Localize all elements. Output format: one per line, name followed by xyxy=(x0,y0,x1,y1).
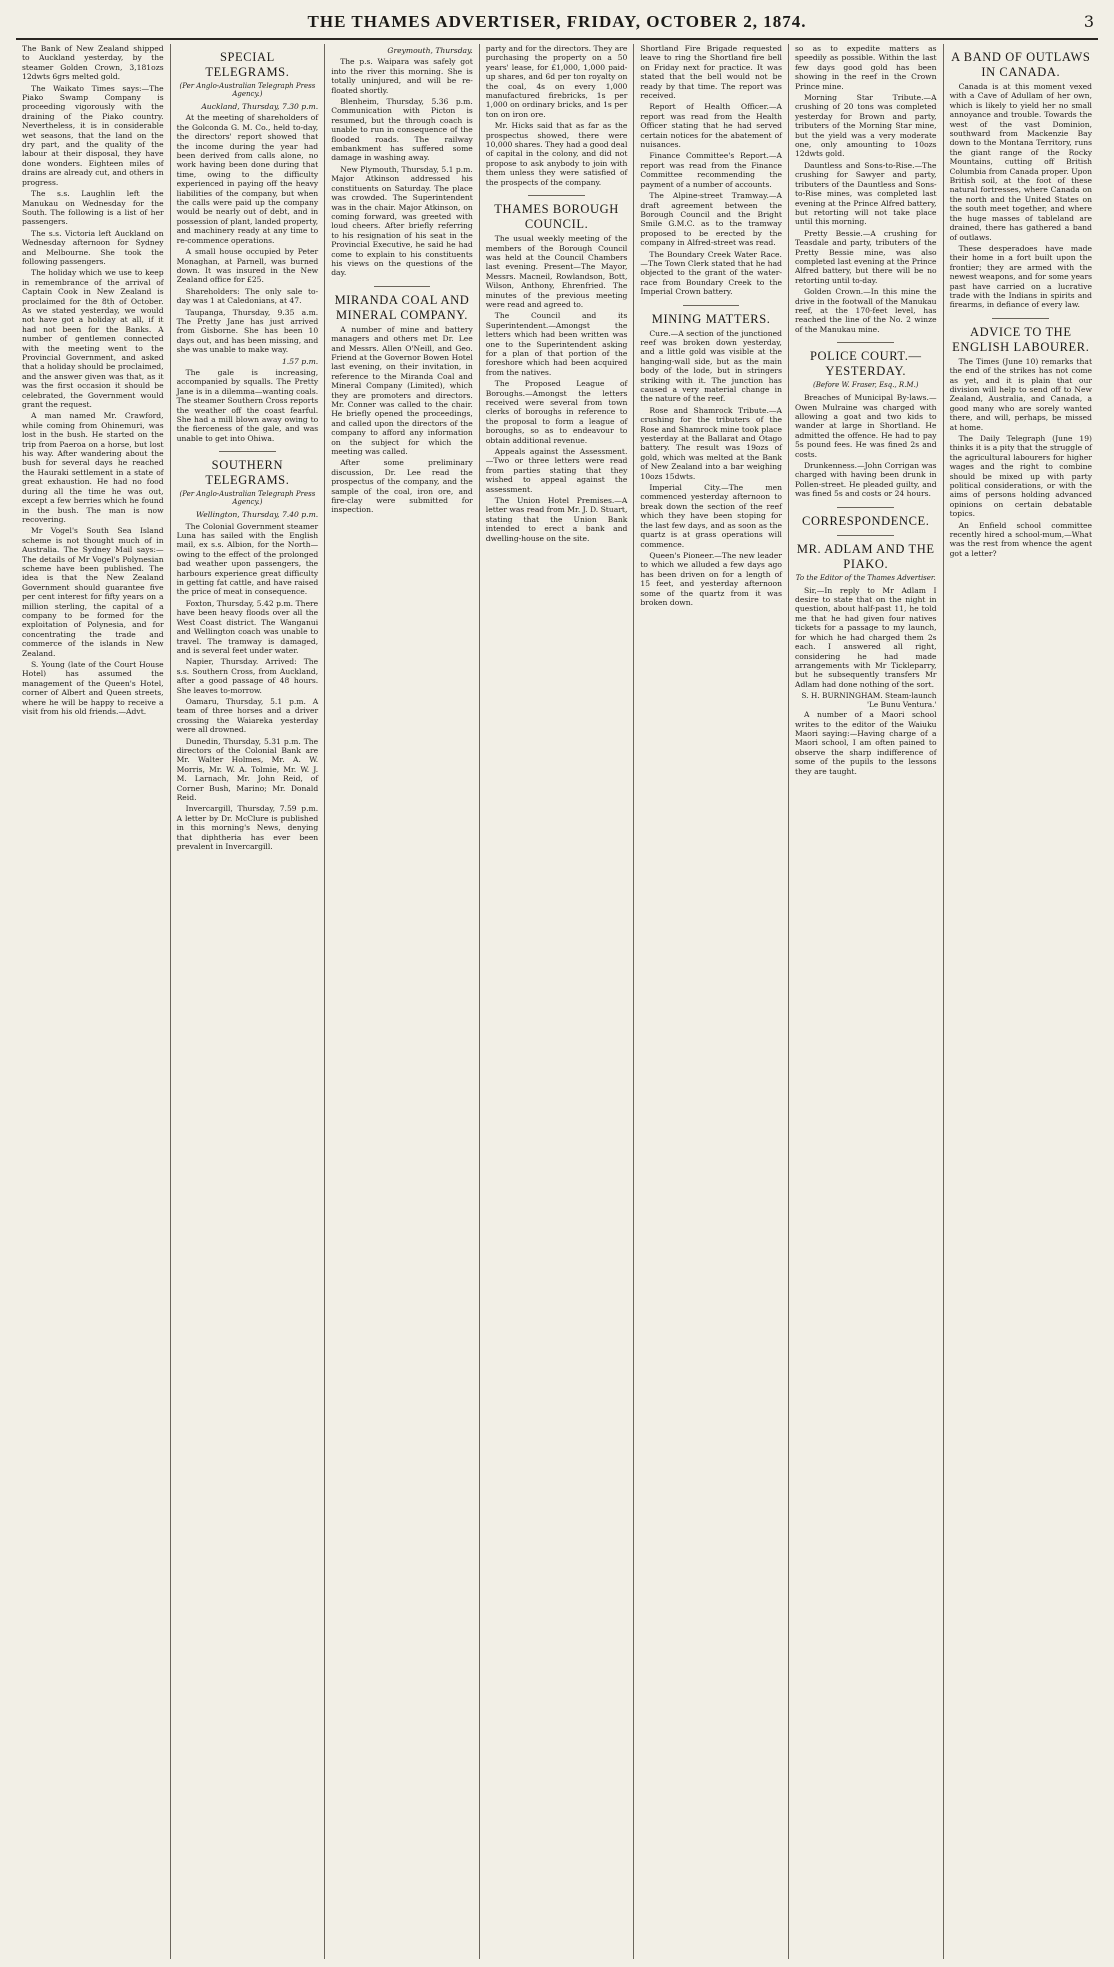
paragraph: A small house occupied by Peter Monaghan, at Parnell, was burned down. It was insured in the New Zealand office for £25. xyxy=(176,247,319,285)
paragraph: A man named Mr. Crawford, while coming from Ohinemuri, was lost in the bush. He started on the trip from Paeroa on a horse, but lost his way. After wandering about the bush for several days he reached the Hauraki settlement in a state of great exhaustion. He had no food during all the time he was out, except a few berries which he found in the bush. The man is now recovering. xyxy=(22,411,164,524)
paragraph: Oamaru, Thursday, 5.1 p.m. A team of three horses and a driver crossing the Waiareka yesterday were all drowned. xyxy=(176,696,319,735)
subheadline: To the Editor of the Thames Advertiser. xyxy=(795,573,936,582)
headline: MIRANDA COAL AND MINERAL COMPANY. xyxy=(334,292,470,322)
divider xyxy=(219,451,276,452)
paragraph: Breaches of Municipal By-laws.—Owen Mulraine was charged with allowing a goat and two kids to wander at large in Shortland. He admitted the offence. He had to pay 5s pound fees. He was fined 2s and costs. xyxy=(794,393,937,459)
headline: ADVICE TO THE ENGLISH LABOURER. xyxy=(952,324,1090,354)
correspondence xyxy=(795,514,937,776)
paragraph: Dunedin, Thursday, 5.31 p.m. The directors of the Colonial Bank are Mr. Walter Holmes, Mr. A. W. Morris, Mr. W. A. Tolmie, Mr. W. J. M. Larnach, Mr. John Reid, of Corner Bush, Marino; Mr. Donald Reid. xyxy=(176,736,319,802)
divider xyxy=(528,195,585,196)
divider xyxy=(837,535,894,536)
subheadline: (Before W. Fraser, Esq., R.M.) xyxy=(812,381,919,390)
headline: POLICE COURT.—YESTERDAY. xyxy=(809,349,922,379)
paragraph: S. Young (late of the Court House Hotel) has assumed the management of the Queen's Hotel, corner of Albert and Queen streets, where he will be happy to receive a visit from his old friends.—Advt. xyxy=(22,660,164,717)
divider xyxy=(374,286,431,287)
paragraph: The Alpine-street Tramway.—A draft agreement between the Borough Council and the Bright Smile G.M.C. as to the tramway proposed to be erected by the company in Alfred-street was read. xyxy=(640,191,782,248)
paragraph: The usual weekly meeting of the members of the Borough Council was held at the Council Chambers last evening. Present—The Mayor, Messrs. Macneil, Rowlandson, Bott, Wilson, Anthony, Ehrenfried. The minutes of the previous meeting were read and agreed to. xyxy=(485,234,628,309)
divider xyxy=(683,305,740,306)
paragraph: Mr Vogel's South Sea Island scheme is not thought much of in Australia. The Sydney Mail says:—The details of Mr Vogel's Polynesian scheme have been published. The idea is that the New Zealand Government should guarantee five per cent interest for fifty years on a million sterling, the capital of a company to be formed for the exploitation of Polynesia, and for concentrating the trade and commerce of the islands in New Zealand. xyxy=(22,526,164,658)
dateline: Auckland, Thursday, 7.30 p.m. xyxy=(201,102,319,111)
headline: SOUTHERN TELEGRAMS. xyxy=(205,458,290,488)
subheadline: (Per Anglo-Australian Telegraph Press Agency.) xyxy=(179,82,316,98)
column-4 xyxy=(480,44,635,1959)
headline: A BAND OF OUTLAWS IN CANADA. xyxy=(951,50,1091,79)
paragraph: Finance Committee's Report.—A report was read from the Finance Committee recommending the payment of a number of accounts. xyxy=(640,151,782,189)
column-2 xyxy=(171,44,326,1959)
paragraph: A number of mine and battery managers and others met Dr. Lee and Messrs. Allen O'Neill, and Geo. Friend at the Governor Bowen Hotel last evening, on their invitation, in reference to the Miranda Coal and Mineral Company (Limited), which they are promoters and directors. Mr. Conner was called to the chair. He briefly opened the proceedings, and called upon the directors of the company to afford any information on the subject for which the meeting was called. xyxy=(331,324,473,457)
paragraph: Invercargill, Thursday, 7.59 p.m. A letter by Dr. McClure is published in this morning's News, denying that diphtheria has ever been prevalent in Invercargill. xyxy=(176,804,319,852)
mining-continued xyxy=(795,44,937,334)
paragraph: Napier, Thursday. Arrived: The s.s. Southern Cross, from Auckland, after a good passage of 48 hours. She leaves to-morrow. xyxy=(176,657,319,695)
paragraph: Shortland Fire Brigade requested leave to ring the Shortland fire bell on Friday next for practice. It was stated that the bell would not be ready by that time. The report was received. xyxy=(640,44,782,101)
paragraph: The Proposed League of Boroughs.—Amongst the letters received were several from town clerks of boroughs in reference to the proposal to form a league of boroughs, so as to endeavour to obtain additional revenue. xyxy=(485,379,628,445)
paragraph: The Daily Telegraph (June 19) thinks it is a pity that the struggle of the agricultural labourers for higher wages and the right to combine should be mixed up with party political considerations, or with the aims of persons holding advanced opinions on certain debatable topics. xyxy=(949,434,1092,519)
masthead xyxy=(16,12,1098,40)
special-telegrams xyxy=(177,50,319,443)
southern-telegrams xyxy=(177,458,319,851)
paragraph: Report of Health Officer.—A report was read from the Health Officer stating that he had served certain notices for the abatement of nuisances. xyxy=(640,102,782,150)
dateline: Greymouth, Thursday. xyxy=(387,46,473,55)
column-5 xyxy=(634,44,789,1959)
paragraph: The Bank of New Zealand shipped to Auckland yesterday, by the steamer Golden Crown, 3,181ozs 12dwts 6grs melted gold. xyxy=(22,44,164,82)
columns xyxy=(16,44,1098,1959)
paragraph: Mr. Hicks said that as far as the prospectus showed, there were 10,000 shares. They had a good deal of capital in the colony, and did not propose to ask anybody to join with them unless they were satisfied of the prospects of the company. xyxy=(485,121,628,187)
headline: CORRESPONDENCE. xyxy=(802,513,930,528)
paragraph: The gale is increasing, accompanied by squalls. The Pretty Jane is in a dilemma—wanting coals. The steamer Southern Cross reports the weather off the coast fearful. She had a mill blown away owing to the fierceness of the gale, and was unable to get into Ohiwa. xyxy=(176,367,319,443)
paragraph: The Waikato Times says:—The Piako Swamp Company is proceeding vigorously with the draining of the Piako country. Nevertheless, it is in considerable wet seasons, that the land on the dry part, and the quality of the labour at their disposal, they have done wonders. Eighteen miles of drains are already cut, and others in progress. xyxy=(22,83,164,187)
divider xyxy=(992,318,1049,319)
police-court xyxy=(795,349,937,498)
paragraph: These desperadoes have made their home in a fort built upon the frontier; they are armed with the newest weapons, and for some years past have carried on a lucrative trade with the Indians in spirits and firearms, in defiance of every law. xyxy=(949,243,1092,310)
paragraph: The s.s. Victoria left Auckland on Wednesday afternoon for Sydney and Melbourne. She took the following passengers. xyxy=(22,228,164,266)
column-3 xyxy=(325,44,480,1959)
divider xyxy=(837,342,894,343)
paragraph: The Times (June 10) remarks that the end of the strikes has not come as yet, and it is plain that our division will help to send off to New Zealand, Australia, and Canada, a good many who are sorely wanted there, and will, perhaps, be missed at home. xyxy=(949,356,1092,432)
paragraph: The Boundary Creek Water Race.—The Town Clerk stated that he had objected to the grant of the water-race from Boundary Creek to the Imperial Crown battery. xyxy=(640,249,782,297)
paragraph: party and for the directors. They are purchasing the property on a 50 years' lease, for £1,000, 1,000 paid-up shares, and 6d per ton royalty on the coal, 4s on every 1,000 manufactured firebricks, 1s per 1,000 on ordinary bricks, and 1s per ton on iron ore. xyxy=(485,44,628,119)
headline: SPECIAL TELEGRAMS. xyxy=(205,50,290,79)
subheadline: (Per Anglo-Australian Telegraph Press Agency.) xyxy=(179,490,316,507)
paragraph: An Enfield school committee recently hired a school-mum,—What was the rest from whence the agent got a letter? xyxy=(949,520,1092,558)
column-1 xyxy=(16,44,171,1959)
column-6 xyxy=(789,44,944,1959)
paragraph: Cure.—A section of the junctioned reef was broken down yesterday, and a little gold was visible at the hanging-wall side, but as the main body of the lode, but in stringers striking with it. The junction has caused a very material change in the nature of the reef. xyxy=(640,328,782,404)
headline: MINING MATTERS. xyxy=(651,311,771,326)
headline: MR. ADLAM AND THE PIAKO. xyxy=(796,541,935,571)
paragraph: The Council and its Superintendent.—Amongst the letters which had been written was one to the Superintendent asking for a plan of that portion of the foreshore which had been acquired from the natives. xyxy=(485,311,628,377)
paragraph: Blenheim, Thursday, 5.36 p.m. Communication with Picton is resumed, but the through coach is unable to run in consequence of the flooded roads. The railway embankment has suffered some damage in washing away. xyxy=(331,97,473,163)
thames-borough-council xyxy=(486,202,628,543)
council-continued xyxy=(640,44,782,297)
paragraph: New Plymouth, Thursday, 5.1 p.m. Major Atkinson addressed his constituents on Saturday. The place was crowded. The Superintendent was in the chair. Major Atkinson, on coming forward, was greeted with loud cheers. After briefly referring to his resignation of his seat in the Provincial Executive, he said he had come to explain to his constituents his views on the questions of the day. xyxy=(331,164,473,278)
paragraph: Drunkenness.—John Corrigan was charged with having been drunk in Pollen-street. He pleaded guilty, and was fined 5s and costs or 24 hours. xyxy=(794,461,937,499)
miranda-coal-company xyxy=(331,293,473,515)
local-news xyxy=(22,44,164,716)
paragraph: A number of a Maori school writes to the editor of the Waiuku Maori saying:—Having charge of a Maori school, I am often pained to observe the sharp indifference of some of the pupils to the lessons they are taught. xyxy=(794,710,937,776)
paragraph: The holiday which we use to keep in remembrance of the arrival of Captain Cook in New Zealand is proclaimed for the 8th of October. As we stated yesterday, we would not have got a holiday at all, if it had not been for the Banks. A number of gentlemen connected with the meeting went to the Provincial Government, and asked that a holiday should be proclaimed, and the answer given was that, as it was the first occasion it should be celebrated, the Government would grant the request. xyxy=(22,268,164,410)
paragraph: The Colonial Government steamer Luna has sailed with the English mail, ex s.s. Albion, for the North—owing to the effect of the prolonged bad weather upon passengers, the harbours experience great difficulty in getting fat cattle, and have raised the price of meat in consequence. xyxy=(176,521,319,597)
paragraph: The s.s. Laughlin left the Manukau on Wednesday for the South. The following is a list of her passengers. xyxy=(22,189,164,227)
paragraph: Dauntless and Sons-to-Rise.—The crushing for Sawyer and party, tributers of the Dauntless and Sons-to-Rise mines, was completed last evening at the Prince Alfred battery, but retorting will not take place until this morning. xyxy=(794,160,937,227)
band-of-outlaws xyxy=(950,50,1092,310)
paragraph: Canada is at this moment vexed with a Cave of Adullam of her own, which is likely to yield her no small annoyance and trouble. Towards the west of the vast Dominion, southward from Mackenzie Bay down to the Montana Territory, runs the giant range of the Rocky Mountains, cutting off British Columbia from Canada proper. Upon British soil, at the foot of these natural fortresses, where Canada on the north and the United States on the south meet together, and where the huge masses of tableland are drained, there has gathered a band of outlaws. xyxy=(949,82,1092,242)
dateline: Wellington, Thursday, 7.40 p.m. xyxy=(196,510,319,520)
paragraph: Sir,—In reply to Mr Adlam I desire to state that on the night in question, about half-past 11, he told me that he had given four natives tickets for a passage to my launch, for which he had charged them 2s each. I answered all right, considering he had made arrangements with Mr Tickleparry, but he subsequently transfers Mr Adlam had done nothing of the sort. xyxy=(794,585,937,689)
paragraph: Appeals against the Assessment.—Two or three letters were read from parties stating that they wished to appeal against the assessment. xyxy=(485,447,628,494)
paragraph: Shareholders: The only sale to-day was 1 at Caledonians, at 47. xyxy=(176,286,319,306)
paragraph: After some preliminary discussion, Dr. Lee read the prospectus of the company, and the sample of the coal, iron ore, and fire-clay were submitted for inspection. xyxy=(331,458,473,515)
paragraph: The Union Hotel Premises.—A letter was read from Mr. J. D. Stuart, stating that the Union Bank intended to erect a bank and dwelling-house on the site. xyxy=(485,496,628,543)
advice-to-labourer xyxy=(950,325,1092,559)
miranda-continued xyxy=(486,44,628,187)
paragraph: At the meeting of shareholders of the Golconda G. M. Co., held to-day, the directors' report showed that the income during the year had been derived from calls alone, no work having been done during that time, owing to the difficulty experienced in paying off the heavy liabilities of the company, but when the calls were paid up the company would be nearly out of debt, and in possession of plant, landed property, and machinery ready at any time to re-commence operations. xyxy=(176,113,319,245)
paragraph: Morning Star Tribute.—A crushing of 20 tons was completed yesterday for Brown and party, tributers of the Morning Star mine, but the yield was a very moderate one, only amounting to 10ozs 12dwts gold. xyxy=(794,93,937,159)
headline: THAMES BOROUGH COUNCIL. xyxy=(494,202,619,232)
column-7 xyxy=(944,44,1098,1959)
signature: S. H. BURNINGHAM. Steam-launch 'Le Bunu Ventura.' xyxy=(801,691,937,710)
paragraph: Foxton, Thursday, 5.42 p.m. There have been heavy floods over all the West Coast district. The Wanganui and Wellington coach was unable to travel. The tramway is damaged, and is several feet under water. xyxy=(176,598,319,655)
mining-matters xyxy=(640,312,782,608)
paragraph: Golden Crown.—In this mine the drive in the footwall of the Manukau reef, at the 170-feet level, has reached the line of the No. 2 winze of the Manukau mine. xyxy=(794,287,937,334)
paragraph: Taupanga, Thursday, 9.35 a.m. The Pretty Jane has just arrived from Gisborne. She has been 10 days out, and has been missing, and she was unable to make way. xyxy=(176,307,319,355)
paragraph: Queen's Pioneer.—The new leader to which we alluded a few days ago has been driven on for a length of 15 feet, and yesterday afternoon some of the quartz from it was broken down. xyxy=(640,550,782,607)
page-number: 3 xyxy=(1083,12,1094,31)
telegrams-continued xyxy=(331,46,473,278)
masthead-title: THE THAMES ADVERTISER, FRIDAY, OCTOBER 2, 1874. xyxy=(307,12,807,31)
divider xyxy=(837,507,894,508)
paragraph: Imperial City.—The men commenced yesterday afternoon to break down the section of the reef which they have been stoping for the last few days, and as soon as the quartz is at grass operations will commence. xyxy=(640,483,782,549)
paragraph: Pretty Bessie.—A crushing for Teasdale and party, tributers of the Pretty Bessie mine, was also completed last evening at the Prince Alfred battery, but there will be no retorting until to-day. xyxy=(794,228,937,285)
paragraph: Rose and Shamrock Tribute.—A crushing for the tributers of the Rose and Shamrock mine took place yesterday at the Ballarat and Otago battery. The result was 19ozs of gold, which was melted at the Bank of New Zealand into a bar weighing 10ozs 15dwts. xyxy=(640,405,782,481)
paragraph: so as to expedite matters as speedily as possible. Within the last few days good gold has been showing in the reef in the Crown Prince mine. xyxy=(794,44,937,91)
dateline: 1.57 p.m. xyxy=(281,356,319,366)
paragraph: The p.s. Waipara was safely got into the river this morning. She is totally uninjured, and will be re-floated shortly. xyxy=(331,57,473,95)
